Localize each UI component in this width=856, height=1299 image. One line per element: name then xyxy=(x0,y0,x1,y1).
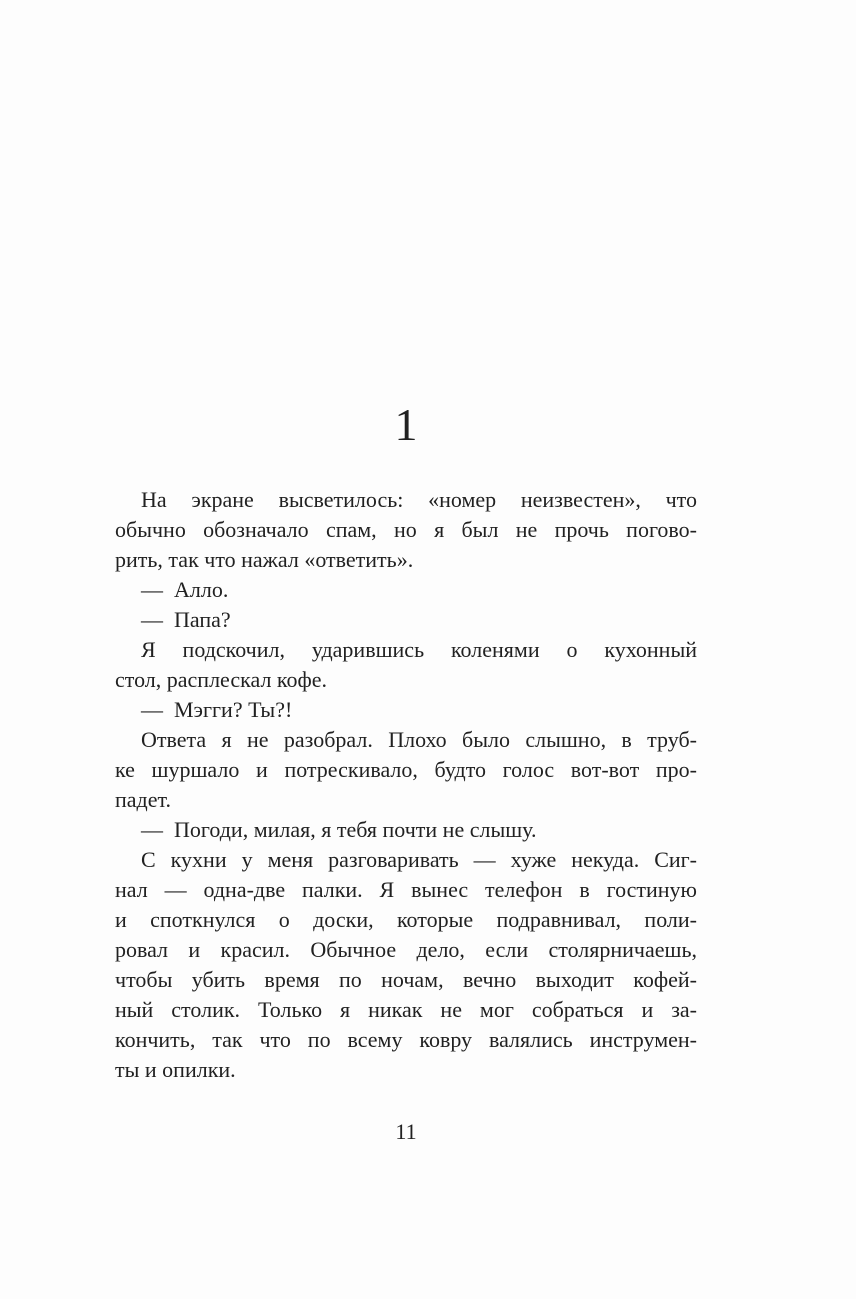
paragraph xyxy=(115,485,697,575)
text-line: ный столик. Только я никак не мог собраться и за- xyxy=(115,997,697,1022)
text-line: кончить, так что по всему ковру валялись инструмен- xyxy=(115,1027,697,1052)
text-line: Я подскочил, ударившись коленями о кухонный xyxy=(141,637,697,662)
text-line: С кухни у меня разговаривать — хуже некуда. Сиг- xyxy=(141,847,697,872)
paragraph xyxy=(115,575,697,605)
paragraph xyxy=(115,725,697,815)
chapter-number: 1 xyxy=(394,399,418,450)
text-line: — Папа? xyxy=(141,607,231,632)
page-text xyxy=(115,485,697,1085)
text-line: ке шуршало и потрескивало, будто голос вот-вот про- xyxy=(115,757,697,782)
text-line: нал — одна-две палки. Я вынес телефон в гостиную xyxy=(115,877,697,902)
text-line: падет. xyxy=(115,787,171,812)
text-line: ты и опилки. xyxy=(115,1057,236,1082)
paragraph xyxy=(115,815,697,845)
paragraph xyxy=(115,635,697,695)
text-line: и споткнулся о доски, которые подравнивал, поли- xyxy=(115,907,697,932)
text-line: — Алло. xyxy=(141,577,229,602)
text-line: стол, расплескал кофе. xyxy=(115,667,328,692)
text-line: На экране высветилось: «номер неизвестен», что xyxy=(141,487,697,512)
text-line: — Мэгги? Ты?! xyxy=(141,697,293,722)
text-line: — Погоди, милая, я тебя почти не слышу. xyxy=(141,817,537,842)
paragraph xyxy=(115,695,697,725)
paragraph xyxy=(115,845,697,1085)
paragraph xyxy=(115,605,697,635)
text-line: Ответа я не разобрал. Плохо было слышно, в труб- xyxy=(141,727,697,752)
text-line: чтобы убить время по ночам, вечно выходит кофей- xyxy=(115,967,697,992)
text-line: ровал и красил. Обычное дело, если столярничаешь, xyxy=(115,937,697,962)
page-number: 11 xyxy=(395,1119,417,1144)
text-line: обычно обозначало спам, но я был не прочь погово- xyxy=(115,517,697,542)
text-line: рить, так что нажал «ответить». xyxy=(115,547,414,572)
